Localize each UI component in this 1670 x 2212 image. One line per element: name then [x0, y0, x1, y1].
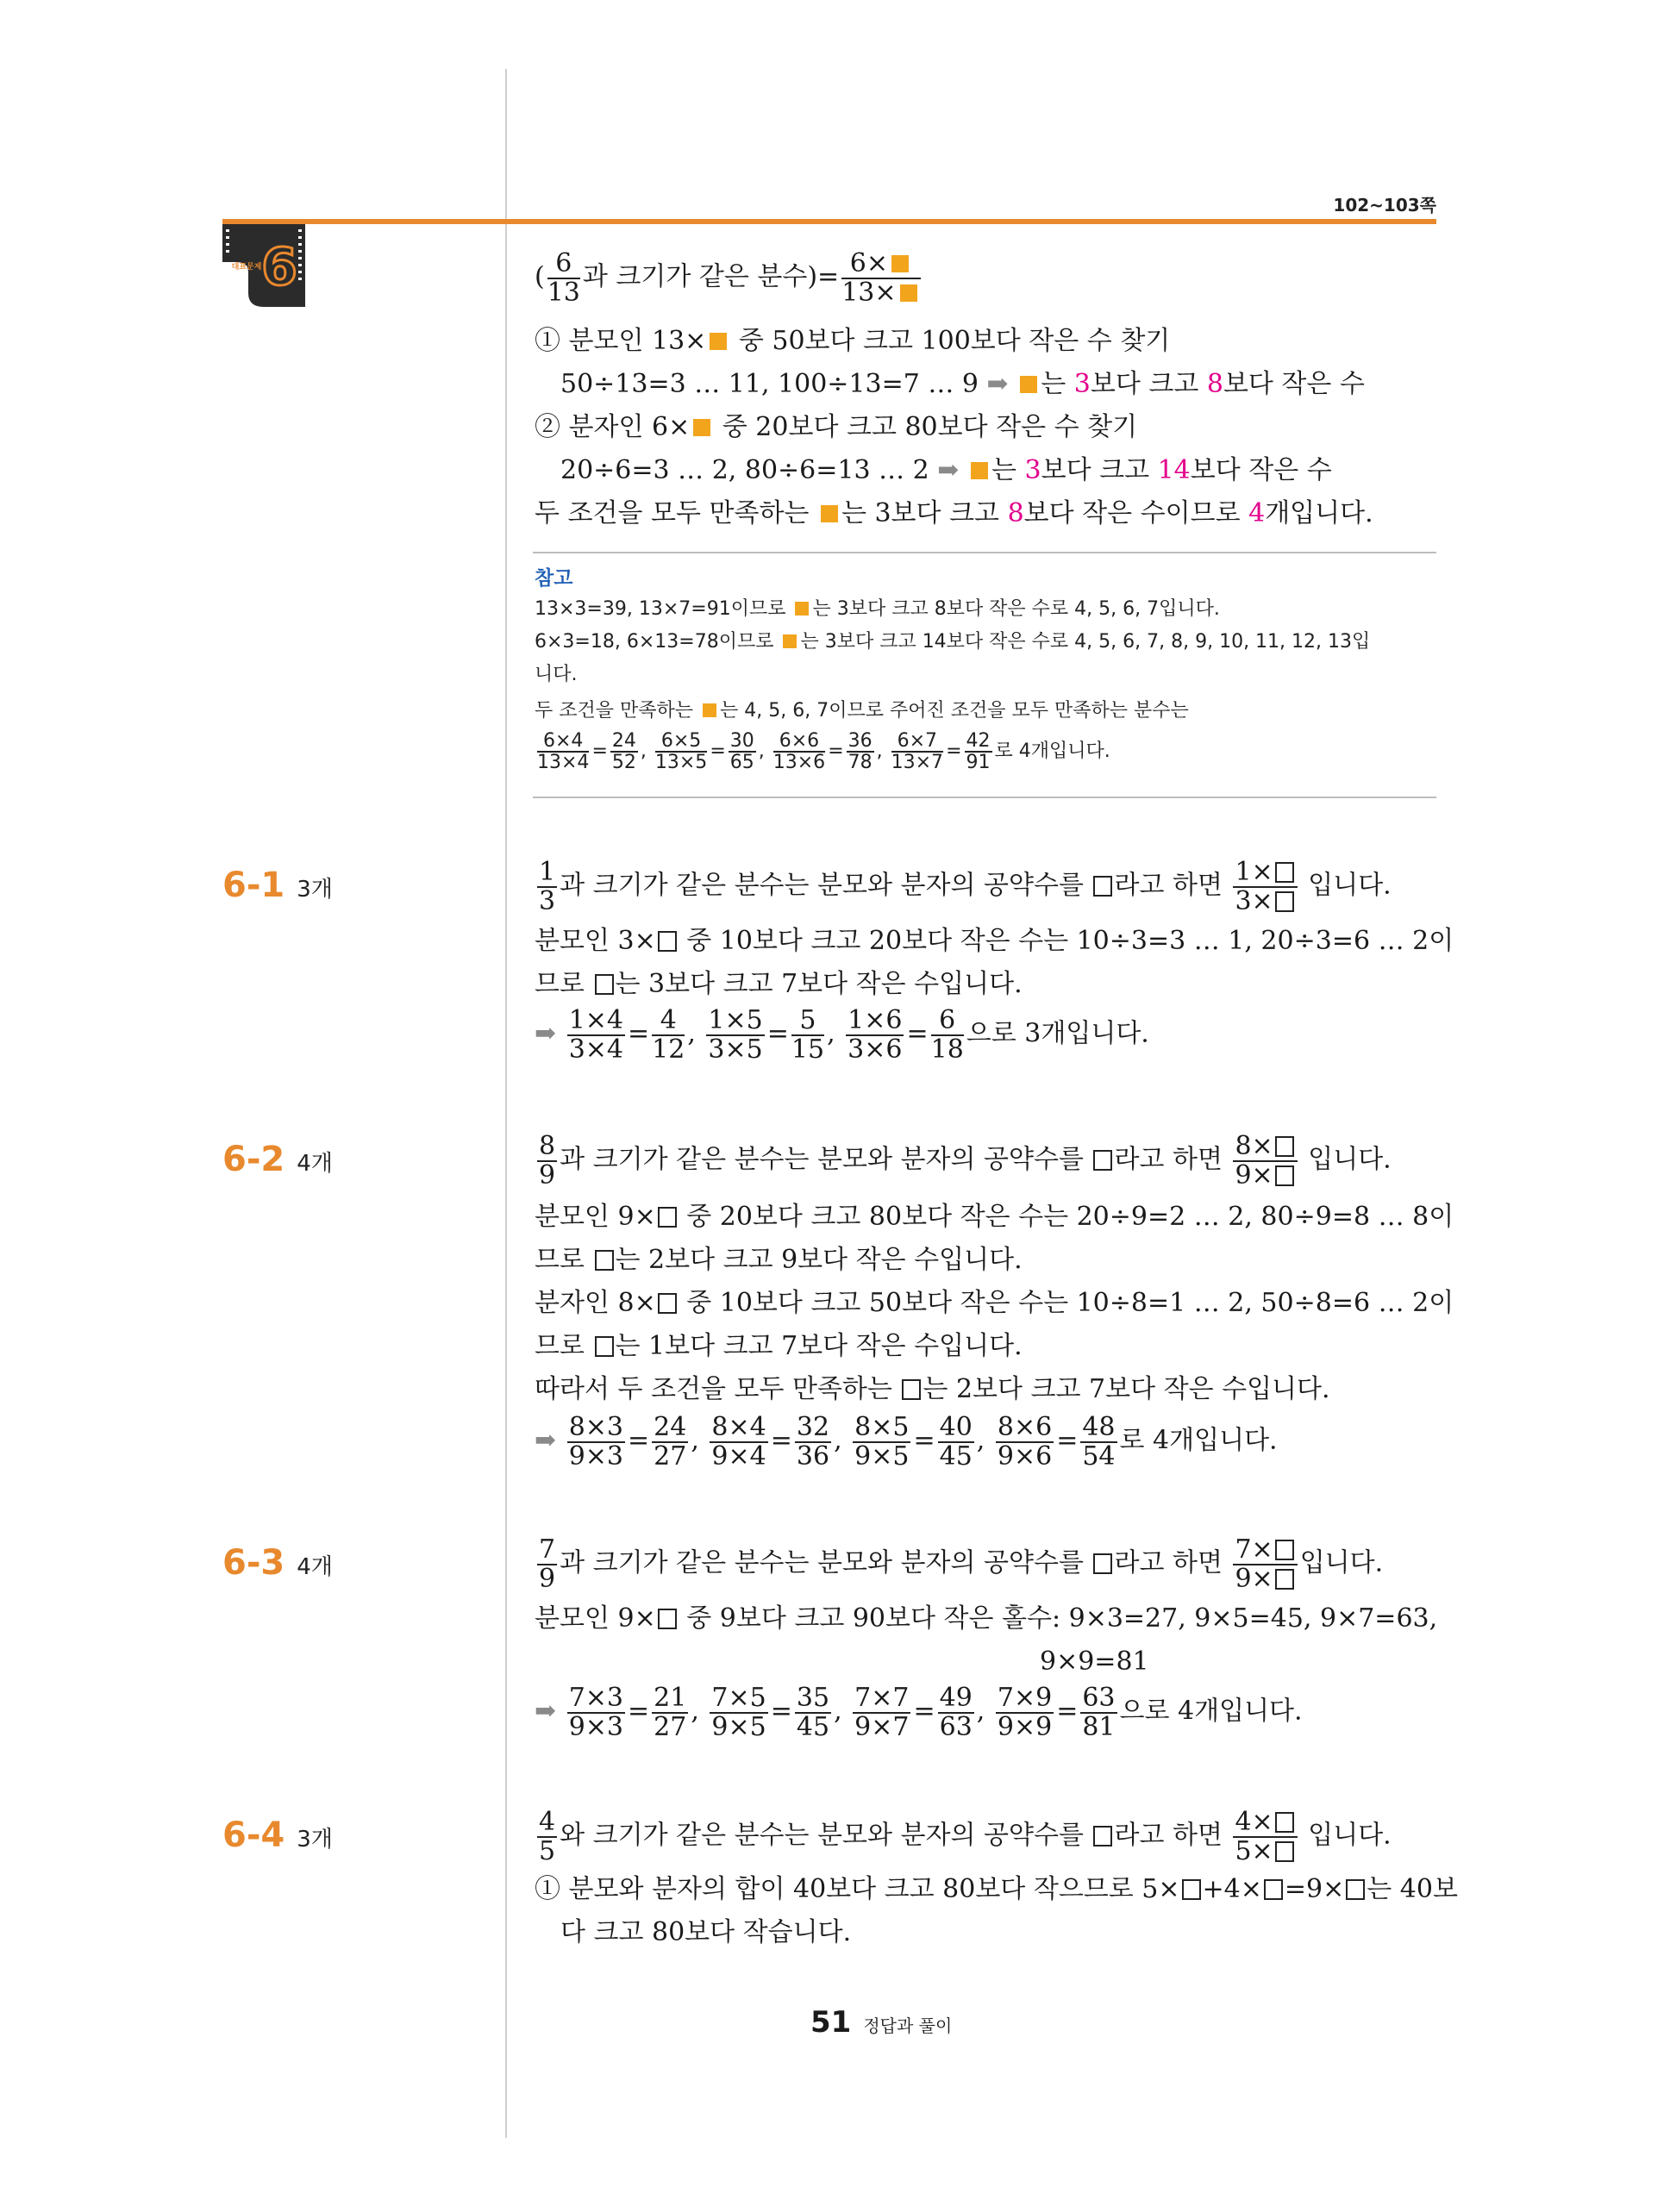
- p4-line-2: ① 분모와 분자의 합이 40보다 크고 80보다 작으므로 5× +4× =9× 는 40보: [535, 1874, 1458, 1904]
- blank-box: [658, 931, 677, 952]
- p2-line-4: 분자인 8× 중 10보다 크고 50보다 작은 수는 10÷8=1 … 2, 50÷8=6 … 2이: [535, 1288, 1454, 1318]
- note-line-1: 13×3=39, 13×7=91이므로 는 3보다 크고 8보다 작은 수로 4, 5, 6, 7입니다.: [535, 598, 1220, 620]
- note-line-3: 니다.: [535, 664, 578, 685]
- arrow-icon: ➡: [535, 1696, 557, 1727]
- blank-box: [1264, 1879, 1283, 1900]
- main-line-2: ① 분모인 13× 중 50보다 크고 100보다 작은 수 찾기: [535, 326, 1171, 356]
- page-footer: [810, 2005, 952, 2040]
- square-mark: [821, 505, 838, 522]
- blank-box: [1275, 1569, 1294, 1590]
- blank-box: [1275, 862, 1294, 883]
- page-reference: 102~103쪽: [1333, 195, 1436, 216]
- tab-number: 6: [261, 237, 297, 297]
- p2-line-1: $\frac{8}{9}$ 과 크기가 같은 분수는 분모와 분자의 공약수를 라고 하면 $\frac{8\times}{9\times}$ 입니다.: [539, 1131, 1392, 1190]
- problem-label-6-2: 6-2 4개: [222, 1140, 333, 1179]
- p3-line-1: $\frac{7}{9}$ 과 크기가 같은 분수는 분모와 분자의 공약수를 라고 하면 $\frac{7\times}{9\times}$ 입니다.: [539, 1534, 1384, 1594]
- blank-box: [1182, 1879, 1201, 1900]
- square-mark: [795, 602, 809, 615]
- page-number: 51: [810, 2005, 852, 2040]
- p3-line-4: ➡ $\frac{7\times 3}{9\times 3}$ = $\frac{21}{27}$ , $\frac{7\times 5}{9\times 5}$ = $\frac{35}{45}$ , $\frac{7\times 7}{9\times 7}$ = $\frac{49}{63}$ , $\frac{7\times 9}{9\times 9}$ = $\frac{63}{81}$ 으로 4개입니다.: [535, 1683, 1303, 1742]
- note-heading: 참고: [535, 567, 573, 590]
- p3-line-3: 9×9=81: [1040, 1647, 1149, 1677]
- blank-box: [1275, 891, 1294, 912]
- blank-box: [1275, 1165, 1294, 1186]
- blank-box: [1275, 1841, 1294, 1862]
- note-line-2: 6×3=18, 6×13=78이므로 는 3보다 크고 14보다 작은 수로 4, 5, 6, 7, 8, 9, 10, 11, 12, 13입: [535, 631, 1371, 653]
- p1-line-1: $\frac{1}{3}$ 과 크기가 같은 분수는 분모와 분자의 공약수를 라고 하면 $\frac{1\times}{3\times}$ 입니다.: [539, 857, 1392, 916]
- p4-line-3: 다 크고 80보다 작습니다.: [560, 1917, 852, 1947]
- p2-line-5: 므로 는 1보다 크고 7보다 작은 수입니다.: [535, 1331, 1023, 1361]
- p2-line-2: 분모인 9× 중 20보다 크고 80보다 작은 수는 20÷9=2 … 2, 80÷9=8 … 8이: [535, 1202, 1454, 1232]
- note-line-5: $\frac{6\times 4}{13\times 4}$ = $\frac{24}{52}$ , $\frac{6\times 5}{13\times 5}$ = $\frac{30}{65}$ , $\frac{6\times 6}{13\times 6}$ = $\frac{36}{78}$ , $\frac{6\times 7}{13\times 7}$ = $\frac{42}{91}$ 로 4개입니다.: [537, 730, 1110, 774]
- p1-line-3: 므로 는 3보다 크고 7보다 작은 수입니다.: [535, 969, 1023, 999]
- blank-box: [658, 1293, 677, 1314]
- note-line-4: 두 조건을 만족하는 는 4, 5, 6, 7이므로 주어진 조건을 모두 만족하는 분수는: [535, 700, 1189, 722]
- square-mark: [971, 462, 988, 479]
- main-line-3: 50÷13=3 … 11, 100÷13=7 … 9 ➡ 는 3보다 크고 8보다 작은 수: [560, 369, 1365, 399]
- square-mark: [1020, 376, 1037, 393]
- p1-line-2: 분모인 3× 중 10보다 크고 20보다 작은 수는 10÷3=3 … 1, 20÷3=6 … 2이: [535, 926, 1454, 956]
- square-mark: [703, 703, 716, 717]
- square-mark: [900, 284, 917, 302]
- arrow-icon: ➡: [937, 455, 960, 485]
- main-line-1: ( $\frac{6}{13}$ 과 크기가 같은 분수)= $\frac{6\times}{13\times}$: [535, 250, 923, 306]
- blank-box: [658, 1207, 677, 1228]
- blank-box: [1093, 1553, 1112, 1574]
- blank-box: [902, 1379, 921, 1400]
- p4-line-1: $\frac{4}{5}$ 와 크기가 같은 분수는 분모와 분자의 공약수를 라고 하면 $\frac{4\times}{5\times}$ 입니다.: [539, 1807, 1392, 1866]
- square-mark: [710, 333, 727, 350]
- blank-box: [658, 1609, 677, 1629]
- note-bottom-rule: [533, 797, 1436, 798]
- p2-line-6: 따라서 두 조건을 모두 만족하는 는 2보다 크고 7보다 작은 수입니다.: [535, 1374, 1330, 1404]
- p2-line-3: 므로 는 2보다 크고 9보다 작은 수입니다.: [535, 1245, 1023, 1275]
- main-line-5: 20÷6=3 … 2, 80÷6=13 … 2 ➡ 는 3보다 크고 14보다 작은 수: [560, 455, 1332, 485]
- p3-line-2: 분모인 9× 중 9보다 크고 90보다 작은 홀수: 9×3=27, 9×5=45, 9×7=63,: [535, 1603, 1438, 1634]
- arrow-icon: ➡: [535, 1425, 557, 1456]
- header-rule: [222, 219, 1436, 224]
- blank-box: [1275, 1540, 1294, 1560]
- main-line-4: ② 분자인 6× 중 20보다 크고 80보다 작은 수 찾기: [535, 412, 1138, 442]
- square-mark: [783, 634, 797, 648]
- blank-box: [595, 1336, 614, 1357]
- p2-line-7: ➡ $\frac{8\times 3}{9\times 3}$ = $\frac{24}{27}$ , $\frac{8\times 4}{9\times 4}$ = $\frac{32}{36}$ , $\frac{8\times 5}{9\times 5}$ = $\frac{40}{45}$ , $\frac{8\times 6}{9\times 6}$ = $\frac{48}{54}$ 로 4개입니다.: [535, 1412, 1278, 1472]
- blank-box: [1275, 1812, 1294, 1833]
- p1-line-4: ➡ $\frac{1\times 4}{3\times 4}$ = $\frac{4}{12}$ , $\frac{1\times 5}{3\times 5}$ = $\frac{5}{15}$ , $\frac{1\times 6}{3\times 6}$ = $\frac{6}{18}$ 으로 3개입니다.: [535, 1005, 1149, 1065]
- blank-box: [1093, 876, 1112, 897]
- footer-label: 정답과 풀이: [863, 2015, 953, 2036]
- square-mark: [693, 419, 710, 436]
- blank-box: [595, 974, 614, 995]
- blank-box: [1093, 1826, 1112, 1846]
- main-line-6: 두 조건을 모두 만족하는 는 3보다 크고 8보다 작은 수이므로 4개입니다.: [535, 498, 1373, 528]
- note-top-rule: [533, 552, 1436, 553]
- arrow-icon: ➡: [986, 369, 1009, 399]
- arrow-icon: ➡: [535, 1018, 557, 1049]
- blank-box: [1346, 1879, 1365, 1900]
- column-divider: [505, 69, 507, 2138]
- problem-label-6-3: 6-3 4개: [222, 1543, 333, 1583]
- problem-tab-badge: [222, 224, 305, 307]
- blank-box: [1275, 1136, 1294, 1157]
- blank-box: [1093, 1150, 1112, 1171]
- blank-box: [595, 1250, 614, 1271]
- tab-label: 대표문제: [231, 263, 262, 272]
- problem-label-6-4: 6-4 3개: [222, 1815, 333, 1855]
- problem-label-6-1: 6-1 3개: [222, 865, 333, 905]
- square-mark: [891, 255, 909, 272]
